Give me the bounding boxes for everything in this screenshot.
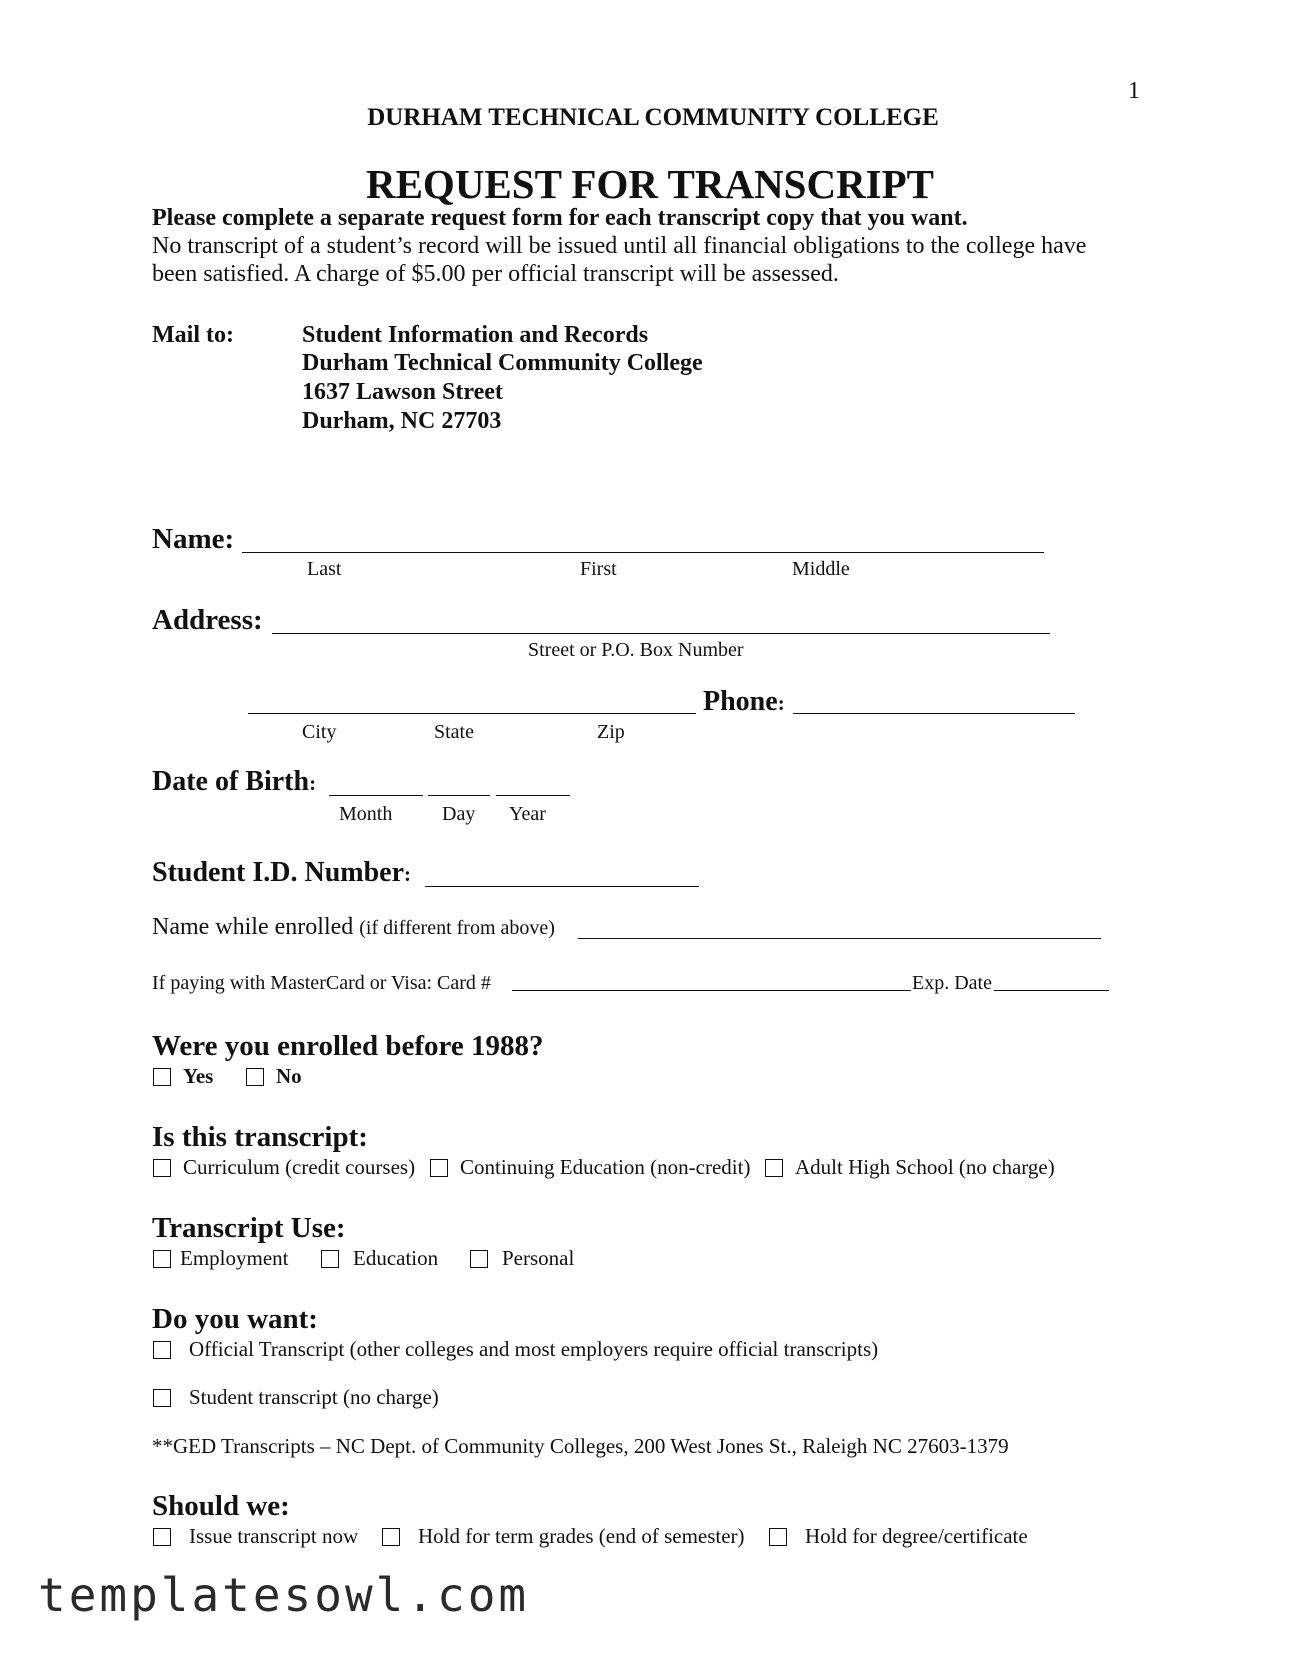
mail-address-line-1: Student Information and Records xyxy=(302,322,649,348)
adult-high-school-checkbox[interactable] xyxy=(765,1159,783,1177)
hold-degree-checkbox[interactable] xyxy=(769,1528,787,1546)
mail-address-line-4: Durham, NC 27703 xyxy=(302,408,502,434)
mail-address-line-2: Durham Technical Community College xyxy=(302,350,703,376)
name-sub-first: First xyxy=(580,558,617,580)
name-field[interactable] xyxy=(242,552,1044,553)
student-id-label: Student I.D. Number: xyxy=(152,857,412,888)
dob-sub-month: Month xyxy=(339,803,393,825)
student-id-field[interactable] xyxy=(425,886,699,887)
intro-line-2: been satisfied. A charge of $5.00 per official transcript will be assessed. xyxy=(152,261,839,287)
hold-degree-option[interactable]: Hold for degree/certificate xyxy=(769,1524,1028,1549)
page-title: REQUEST FOR TRANSCRIPT xyxy=(365,161,935,207)
enrolled-before-question: Were you enrolled before 1988? xyxy=(152,1030,544,1062)
card-label: If paying with MasterCard or Visa: Card # xyxy=(152,972,491,994)
city-state-zip-field[interactable] xyxy=(248,713,696,714)
continuing-education-checkbox[interactable] xyxy=(430,1159,448,1177)
transcript-type-question: Is this transcript: xyxy=(152,1121,368,1153)
watermark: templatesowl.com xyxy=(38,1568,530,1622)
mail-address-line-3: 1637 Lawson Street xyxy=(302,379,503,405)
address-field[interactable] xyxy=(272,633,1050,634)
exp-date-field[interactable] xyxy=(994,990,1109,991)
name-label: Name: xyxy=(152,523,235,555)
transcript-use-question: Transcript Use: xyxy=(152,1212,346,1244)
do-you-want-question: Do you want: xyxy=(152,1303,318,1335)
personal-checkbox[interactable] xyxy=(470,1250,488,1268)
adult-high-school-option[interactable]: Adult High School (no charge) xyxy=(765,1155,1055,1180)
should-we-question: Should we: xyxy=(152,1490,290,1522)
state-sub: State xyxy=(434,721,474,743)
address-sub-street: Street or P.O. Box Number xyxy=(528,639,744,661)
address-label: Address: xyxy=(152,604,263,636)
name-enrolled-label: Name while enrolled (if different from above) xyxy=(152,914,555,940)
dob-sub-year: Year xyxy=(509,803,546,825)
yes-checkbox[interactable] xyxy=(153,1068,171,1086)
enrolled-no-option[interactable]: No xyxy=(246,1064,302,1089)
page-number: 1 xyxy=(1128,78,1140,104)
name-sub-last: Last xyxy=(307,558,342,580)
exp-date-label: Exp. Date xyxy=(912,972,992,994)
enrolled-yes-option[interactable]: Yes xyxy=(153,1064,213,1089)
city-sub: City xyxy=(302,721,337,743)
education-checkbox[interactable] xyxy=(321,1250,339,1268)
intro-instruction: Please complete a separate request form for each transcript copy that you want. xyxy=(152,205,968,231)
dob-month-field[interactable] xyxy=(329,795,423,796)
personal-option[interactable]: Personal xyxy=(470,1246,574,1271)
issue-now-option[interactable]: Issue transcript now xyxy=(153,1524,358,1549)
hold-term-grades-option[interactable]: Hold for term grades (end of semester) xyxy=(382,1524,745,1549)
ged-note: **GED Transcripts – NC Dept. of Community Colleges, 200 West Jones St., Raleigh NC 27603-1379 xyxy=(152,1434,1009,1458)
issue-now-checkbox[interactable] xyxy=(153,1528,171,1546)
education-option[interactable]: Education xyxy=(321,1246,438,1271)
name-enrolled-field[interactable] xyxy=(578,938,1101,939)
card-number-field[interactable] xyxy=(512,990,911,991)
curriculum-option[interactable]: Curriculum (credit courses) xyxy=(153,1155,415,1180)
dob-sub-day: Day xyxy=(442,803,476,825)
curriculum-checkbox[interactable] xyxy=(153,1159,171,1177)
employment-checkbox[interactable] xyxy=(153,1250,171,1268)
student-transcript-option[interactable]: Student transcript (no charge) xyxy=(153,1385,439,1410)
dob-label: Date of Birth: xyxy=(152,766,317,797)
employment-option[interactable]: Employment xyxy=(153,1246,289,1271)
zip-sub: Zip xyxy=(597,721,625,743)
no-checkbox[interactable] xyxy=(246,1068,264,1086)
intro-line-1: No transcript of a student’s record will be issued until all financial obligations to the college have xyxy=(152,233,1087,259)
name-sub-middle: Middle xyxy=(792,558,850,580)
college-name: DURHAM TECHNICAL COMMUNITY COLLEGE xyxy=(367,104,939,131)
dob-day-field[interactable] xyxy=(428,795,490,796)
mail-to-label: Mail to: xyxy=(152,322,234,348)
phone-label: Phone: xyxy=(703,686,785,717)
student-transcript-checkbox[interactable] xyxy=(153,1389,171,1407)
continuing-education-option[interactable]: Continuing Education (non-credit) xyxy=(430,1155,750,1180)
official-transcript-option[interactable]: Official Transcript (other colleges and most employers require official transcripts) xyxy=(153,1337,878,1362)
hold-term-grades-checkbox[interactable] xyxy=(382,1528,400,1546)
dob-year-field[interactable] xyxy=(496,795,570,796)
phone-field[interactable] xyxy=(793,713,1075,714)
official-transcript-checkbox[interactable] xyxy=(153,1341,171,1359)
